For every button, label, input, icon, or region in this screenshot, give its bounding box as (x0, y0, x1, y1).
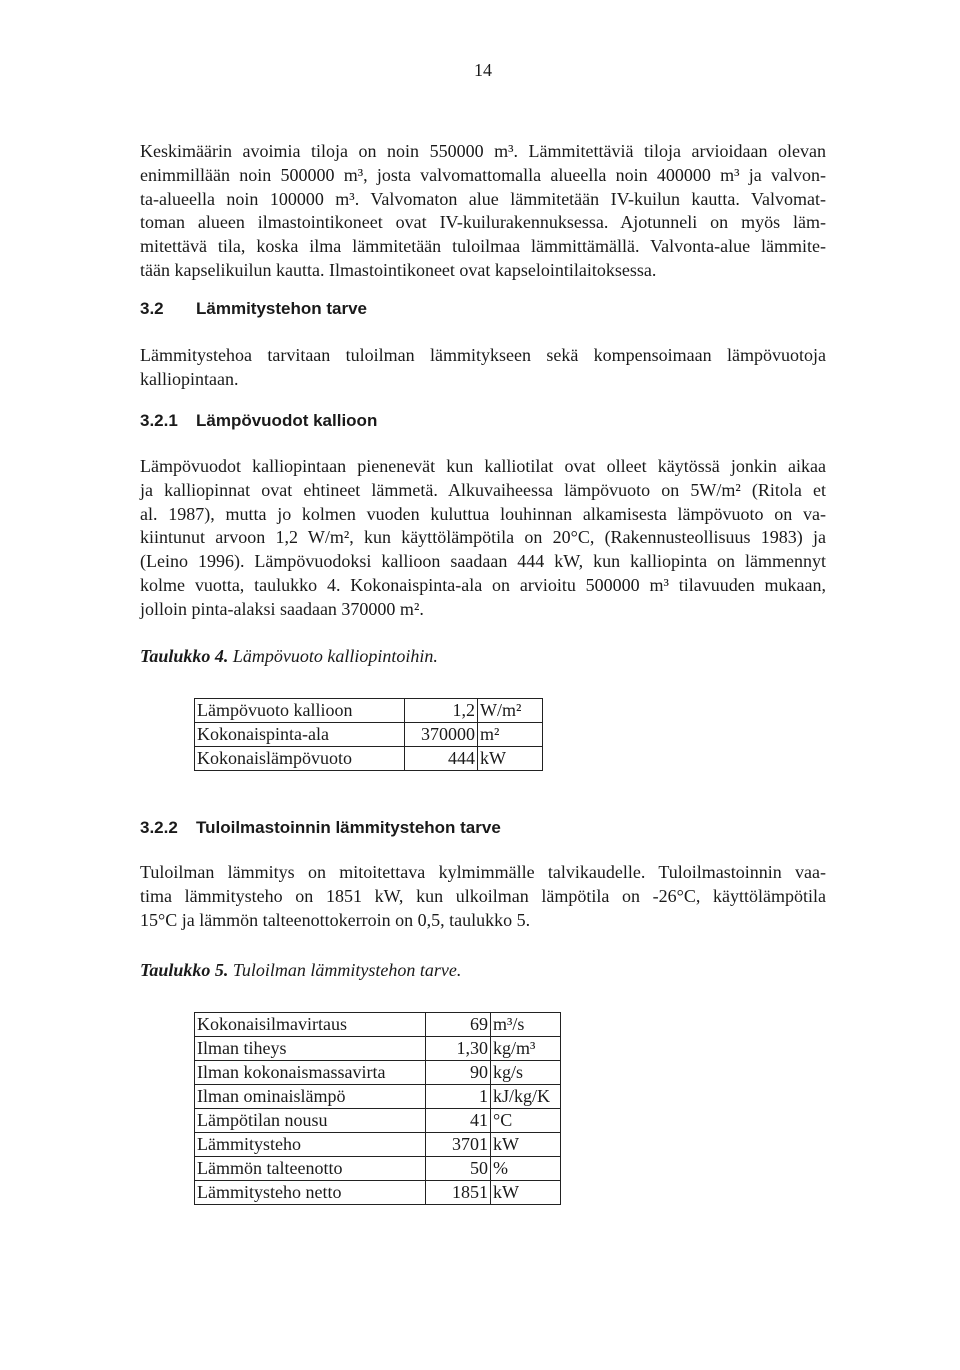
row-label: Ilman ominaislämpö (195, 1085, 426, 1109)
row-label: Lämmitysteho (195, 1133, 426, 1157)
table-row (195, 699, 543, 723)
row-value: 444 (405, 747, 478, 771)
text-line: kolme vuotta, taulukko 4. Kokonaispinta-ala on arvioitu 500000 m³ tilavuuden mukaan, (140, 574, 826, 595)
row-value: 90 (426, 1061, 491, 1085)
section-title: Tuloilmastoinnin lämmitystehon tarve (196, 818, 501, 837)
table-4-caption (140, 646, 438, 667)
table-row (195, 1013, 561, 1037)
table-label: Taulukko 4. (140, 646, 229, 666)
row-label: Kokonaispinta-ala (195, 723, 405, 747)
row-value: 1,30 (426, 1037, 491, 1061)
row-value: 50 (426, 1157, 491, 1181)
row-label: Lämpövuoto kallioon (195, 699, 405, 723)
row-unit: kg/m³ (491, 1037, 561, 1061)
row-unit: m² (478, 723, 543, 747)
section-3-2-paragraph (140, 344, 826, 392)
text-line: al. 1987), mutta jo kolmen vuoden kuluttua louhinnan alkamisesta lämpövuoto on va- (140, 503, 826, 524)
section-title: Lämpövuodot kallioon (196, 411, 378, 430)
row-label: Ilman tiheys (195, 1037, 426, 1061)
text-line: tima lämmitysteho on 1851 kW, kun ulkoilman lämpötila on -26°C, käyttölämpötila (140, 885, 826, 906)
table-row (195, 1181, 561, 1205)
row-label: Lämmitysteho netto (195, 1181, 426, 1205)
text-line: enimmillään noin 500000 m³, josta valvomattomalla alueella noin 400000 m³ ja valvon- (140, 164, 826, 185)
section-number: 3.2.1 (140, 411, 178, 430)
row-unit: kJ/kg/K (491, 1085, 561, 1109)
row-value: 1,2 (405, 699, 478, 723)
table-title: Lämpövuoto kalliopintoihin. (232, 646, 438, 666)
row-label: Kokonaisilmavirtaus (195, 1013, 426, 1037)
text-line: (Leino 1996). Lämpövuodoksi kallioon saadaan 444 kW, kun kalliopinta on lämmennyt (140, 551, 826, 572)
text-line: Tuloilman lämmitys on mitoitettava kylmimmälle talvikaudelle. Tuloilmastoinnin vaa- (140, 862, 826, 882)
section-3-2-1-paragraph (140, 455, 826, 622)
section-title: Lämmitystehon tarve (196, 299, 367, 318)
row-unit: kg/s (491, 1061, 561, 1085)
row-unit: kW (491, 1181, 561, 1205)
text-line: kiintunut arvoon 1,2 W/m², kun käyttölämpötila on 20°C, (Rakennusteollisuus 1983) ja (140, 527, 826, 548)
intro-paragraph (140, 140, 826, 283)
row-label: Lämmön talteenotto (195, 1157, 426, 1181)
row-value: 69 (426, 1013, 491, 1037)
table-row (195, 1133, 561, 1157)
table-5 (194, 1012, 561, 1205)
text-line: ta-alueella noin 100000 m³. Valvomaton alue lämmitetään IV-kuilun kautta. Valvomat- (140, 188, 826, 209)
row-unit: °C (491, 1109, 561, 1133)
table-row (195, 747, 543, 771)
section-heading-3-2 (140, 299, 367, 319)
text-line: Lämpövuodot kalliopintaan pienenevät kun kalliotilat ovat olleet käytössä jonkin aikaa (140, 456, 826, 476)
table-label: Taulukko 5. (140, 960, 229, 980)
section-number: 3.2 (140, 299, 164, 318)
table-4 (194, 698, 543, 771)
section-number: 3.2.2 (140, 818, 178, 837)
table-title: Tuloilman lämmitystehon tarve. (232, 960, 462, 980)
row-unit: W/m² (478, 699, 543, 723)
text-line: toman alueen ilmastointikoneet ovat IV-kuilurakennuksessa. Ajotunneli on myös läm- (140, 212, 826, 233)
row-value: 41 (426, 1109, 491, 1133)
text-line: jolloin pinta-alaksi saadaan 370000 m². (140, 598, 424, 619)
row-label: Lämpötilan nousu (195, 1109, 426, 1133)
page-number: 14 (474, 60, 492, 80)
table-row (195, 1085, 561, 1109)
table-row (195, 723, 543, 747)
row-value: 1851 (426, 1181, 491, 1205)
row-label: Kokonaislämpövuoto (195, 747, 405, 771)
text-line: kalliopintaan. (140, 368, 239, 389)
table-5-caption (140, 960, 461, 981)
section-3-2-2-paragraph (140, 861, 826, 932)
table-row (195, 1109, 561, 1133)
text-line: mitettävä tila, koska ilma lämmitetään tuloilmaa lämmittämällä. Valvonta-alue lämmite- (140, 236, 826, 257)
table-row (195, 1037, 561, 1061)
table-row (195, 1061, 561, 1085)
text-line: Lämmitystehoa tarvitaan tuloilman lämmitykseen sekä kompensoimaan lämpövuotoja (140, 345, 826, 365)
section-heading-3-2-2 (140, 818, 501, 838)
row-value: 1 (426, 1085, 491, 1109)
text-line: ja kalliopinnat ovat ehtineet lämmetä. Alkuvaiheessa lämpövuoto on 5W/m² (Ritola et (140, 479, 826, 500)
text-line: 15°C ja lämmön talteenottokerroin on 0,5, taulukko 5. (140, 909, 531, 930)
row-unit: kW (478, 747, 543, 771)
row-value: 3701 (426, 1133, 491, 1157)
row-unit: % (491, 1157, 561, 1181)
text-line: Keskimäärin avoimia tiloja on noin 550000 m³. Lämmitettäviä tiloja arvioidaan olevan (140, 141, 826, 161)
row-unit: kW (491, 1133, 561, 1157)
row-value: 370000 (405, 723, 478, 747)
section-heading-3-2-1 (140, 411, 377, 431)
table-row (195, 1157, 561, 1181)
row-unit: m³/s (491, 1013, 561, 1037)
row-label: Ilman kokonaismassavirta (195, 1061, 426, 1085)
text-line: tään kapselikuilun kautta. Ilmastointikoneet ovat kapselointilaitoksessa. (140, 259, 657, 280)
